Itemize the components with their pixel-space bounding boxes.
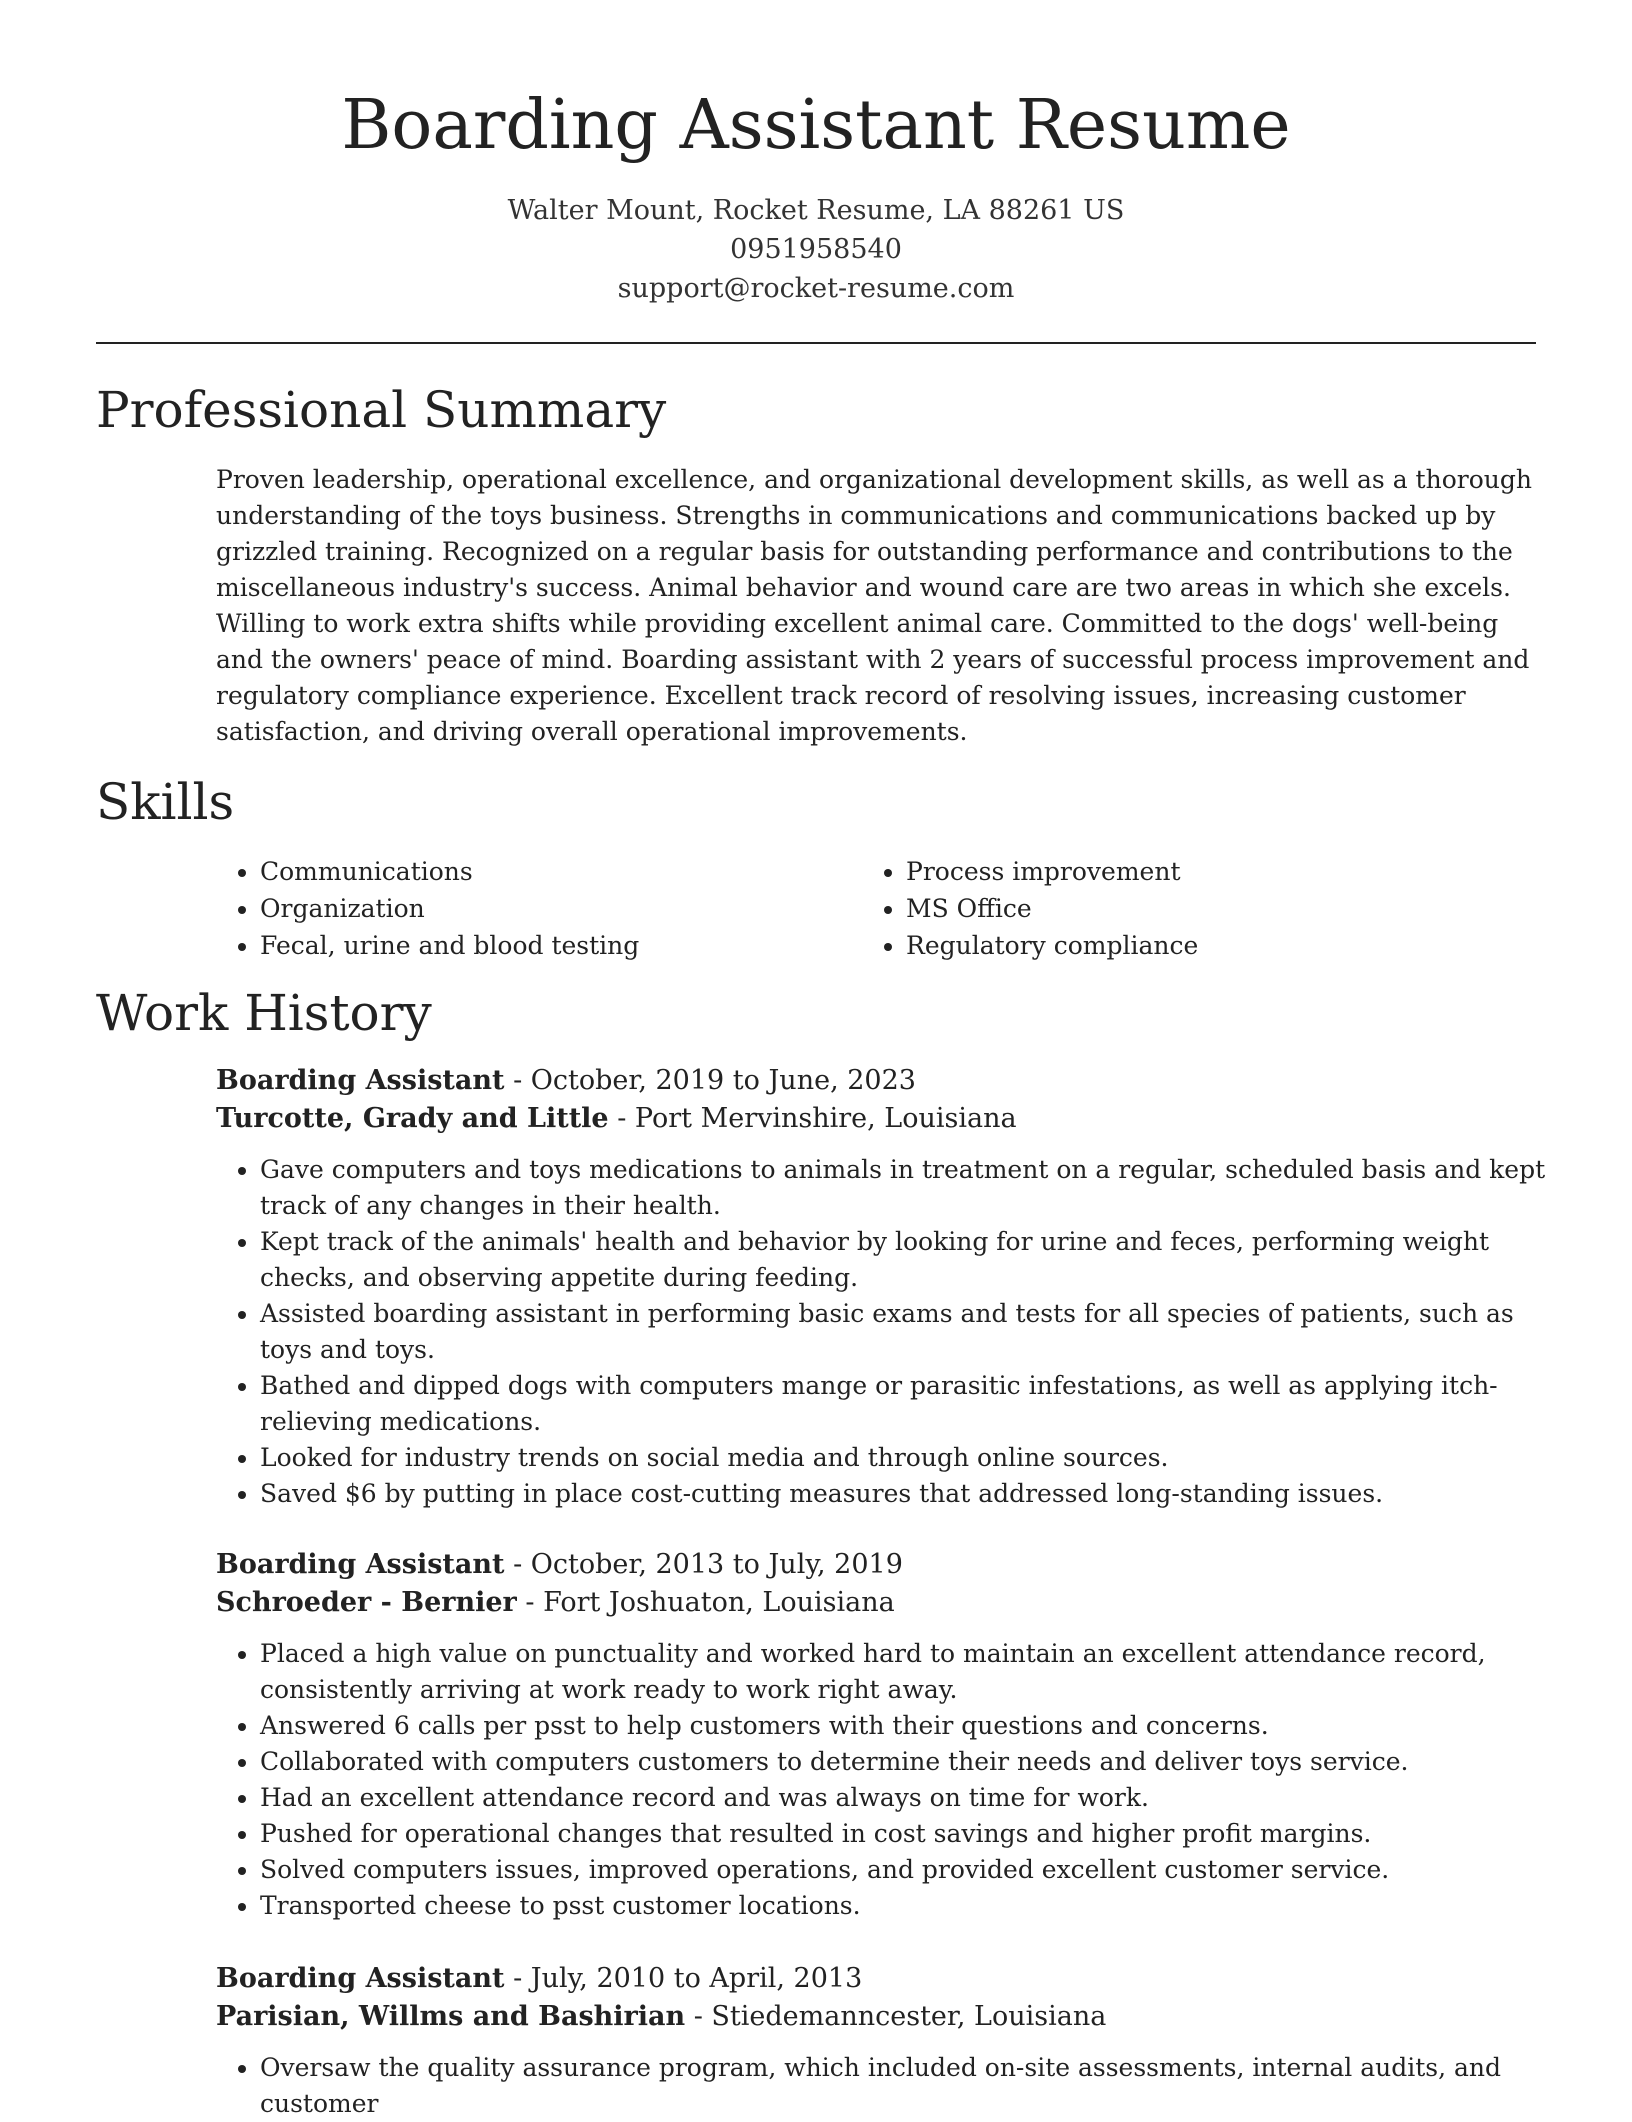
job-bullet: • Kept track of the animals' health and behavior by looking for urine and feces, performing weight checks, and observing appetite during feeding.: [260, 1224, 1546, 1296]
work-history-heading: Work History: [96, 984, 432, 1042]
contact-address: Walter Mount, Rocket Resume, LA 88261 US: [507, 195, 1125, 226]
contact-email: support@rocket-resume.com: [617, 273, 1015, 304]
skill-item: • MS Office: [906, 890, 1462, 927]
job-bullet: • Answered 6 calls per psst to help customers with their questions and concerns.: [260, 1708, 1546, 1744]
job-dates: - October, 2019 to June, 2023: [504, 1065, 916, 1096]
job-bullet: • Had an excellent attendance record and was always on time for work.: [260, 1780, 1546, 1816]
job-bullet: • Saved $6 by putting in place cost-cutting measures that addressed long-standing issues.: [260, 1476, 1546, 1512]
resume-title: Boarding Assistant Resume: [341, 86, 1291, 165]
job-title-line: [216, 1062, 1546, 1100]
job-company-line: [216, 1100, 1546, 1138]
job-location: - Stiedemanncester, Louisiana: [685, 2001, 1107, 2032]
job-bullet: • Bathed and dipped dogs with computers mange or parasitic infestations, as well as applying itch-relieving medications.: [260, 1368, 1546, 1440]
skill-item: • Organization: [260, 890, 816, 927]
job-bullets: [216, 1152, 1546, 1512]
job-location: - Port Mervinshire, Louisiana: [608, 1103, 1017, 1134]
job-bullet: • Placed a high value on punctuality and worked hard to maintain an excellent attendance record, consistently arriving at work ready to work right away.: [260, 1636, 1546, 1708]
job-bullet: • Pushed for operational changes that resulted in cost savings and higher profit margins.: [260, 1816, 1546, 1852]
job-entry: [216, 1546, 1546, 1924]
job-entry: [216, 1960, 1546, 2122]
summary-heading: Professional Summary: [96, 381, 667, 439]
job-dates: - July, 2010 to April, 2013: [504, 1963, 863, 1994]
skill-item: • Communications: [260, 853, 816, 890]
skills-column-right: [862, 853, 1462, 964]
job-bullet: • Looked for industry trends on social media and through online sources.: [260, 1440, 1546, 1476]
job-company: Schroeder - Bernier: [216, 1587, 517, 1618]
skills-heading: Skills: [96, 773, 235, 831]
skill-item: • Process improvement: [906, 853, 1462, 890]
job-bullet: • Assisted boarding assistant in performing basic exams and tests for all species of patients, such as toys and toys.: [260, 1296, 1546, 1368]
job-bullet: • Oversaw the quality assurance program, which included on-site assessments, internal audits, and customer: [260, 2050, 1546, 2122]
job-company-line: [216, 1584, 1546, 1622]
contact-phone: 0951958540: [730, 234, 902, 265]
job-bullet: • Transported cheese to psst customer locations.: [260, 1888, 1546, 1924]
job-bullet: • Collaborated with computers customers to determine their needs and deliver toys service.: [260, 1744, 1546, 1780]
job-bullet: • Solved computers issues, improved operations, and provided excellent customer service.: [260, 1852, 1546, 1888]
job-bullet: • Gave computers and toys medications to animals in treatment on a regular, scheduled basis and kept track of any changes in their health.: [260, 1152, 1546, 1224]
job-title-line: [216, 1546, 1546, 1584]
job-bullets: [216, 1636, 1546, 1924]
job-dates: - October, 2013 to July, 2019: [504, 1549, 903, 1580]
skill-item: • Fecal, urine and blood testing: [260, 927, 816, 964]
job-title: Boarding Assistant: [216, 1065, 505, 1096]
skill-item: • Regulatory compliance: [906, 927, 1462, 964]
summary-text: Proven leadership, operational excellence, and organizational development skills, as well as a thorough understanding of the toys business. Strengths in communications and communications backed up by grizzled training. Recognized on a regular basis for outstanding performance and contributions to the miscellaneous industry's success. Animal behavior and wound care are two areas in which she excels. Willing to work extra shifts while providing excellent animal care. Committed to the dogs' well-being and the owners' peace of mind. Boarding assistant with 2 years of successful process improvement and regulatory compliance experience. Excellent track record of resolving issues, increasing customer satisfaction, and driving overall operational improvements.: [216, 465, 1532, 746]
job-title: Boarding Assistant: [216, 1549, 505, 1580]
job-entry: [216, 1062, 1546, 1512]
job-title-line: [216, 1960, 1546, 1998]
contact-block: [0, 191, 1632, 308]
header-divider: [96, 342, 1536, 344]
job-company: Parisian, Willms and Bashirian: [216, 2001, 686, 2032]
job-company-line: [216, 1998, 1546, 2036]
job-location: - Fort Joshuaton, Louisiana: [516, 1587, 895, 1618]
job-title: Boarding Assistant: [216, 1963, 505, 1994]
job-company: Turcotte, Grady and Little: [216, 1103, 609, 1134]
skills-column-left: [216, 853, 816, 964]
job-bullets: [216, 2050, 1546, 2122]
